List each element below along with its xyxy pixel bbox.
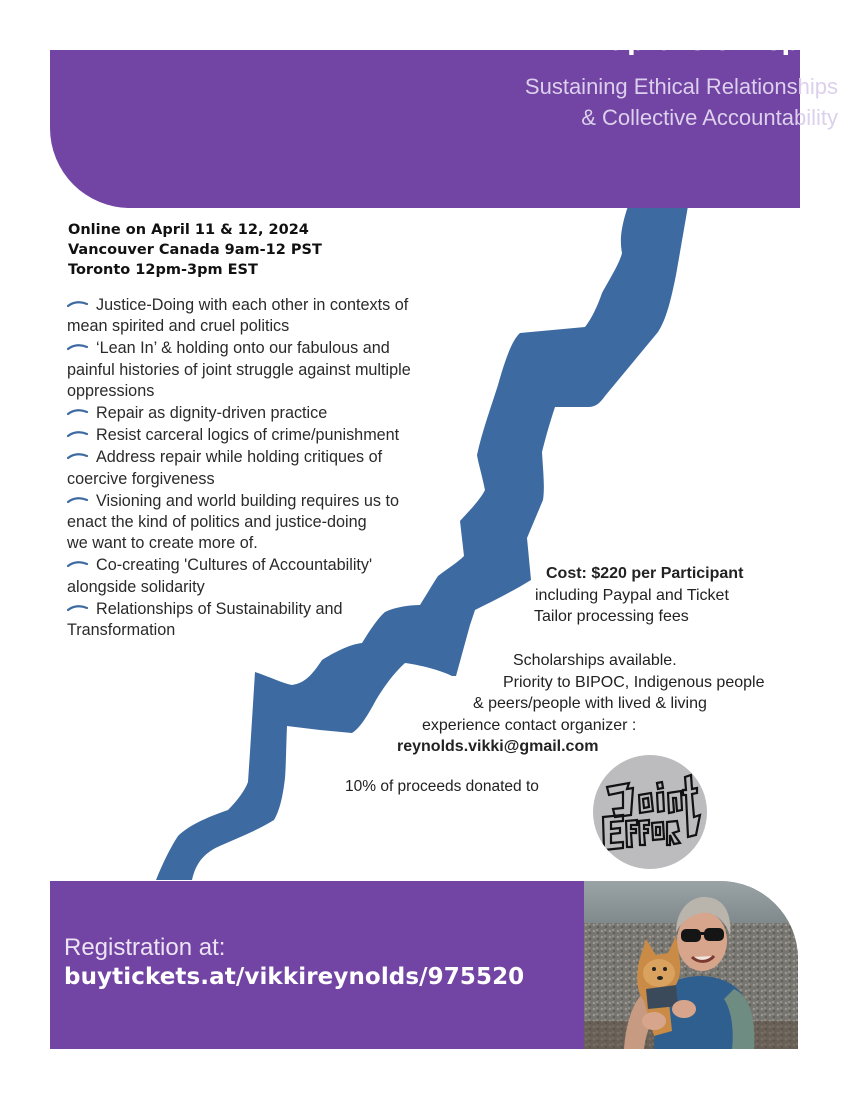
topic-item (67, 598, 487, 641)
topic-text: mean spirited and cruel politics (67, 317, 290, 336)
subtitle-line-2: & Collective Accountability (581, 105, 838, 130)
swoosh-bullet-icon (67, 598, 89, 608)
registration-label: Registration at: (64, 934, 226, 961)
scholarship-line-4: experience contact organizer : (422, 716, 637, 734)
donation-text: 10% of proceeds donated to (345, 778, 539, 795)
subtitle-line-1: Sustaining Ethical Relationships (524, 74, 838, 99)
topic-text: Co-creating 'Cultures of Accountability' (96, 556, 373, 575)
topic-text: Repair as dignity-driven practice (96, 404, 328, 423)
swoosh-bullet-icon (67, 554, 89, 564)
topic-text: painful histories of joint struggle against multiple (67, 360, 411, 379)
organizer-email-link[interactable]: reynolds.vikki@gmail.com (397, 738, 599, 755)
scholarship-line-2: Priority to BIPOC, Indigenous people (503, 673, 765, 691)
topic-text: Relationships of Sustainability and (96, 599, 343, 618)
schedule-toronto-time: Toronto 12pm-3pm EST (68, 262, 258, 278)
cost-price: Cost: $220 per Participant (546, 565, 744, 582)
topic-list (67, 294, 487, 641)
event-subtitle (525, 71, 838, 133)
topic-text: Resist carceral logics of crime/punishment (96, 426, 400, 445)
topic-text: oppressions (67, 381, 155, 400)
schedule-date: Online on April 11 & 12, 2024 (68, 222, 309, 238)
swoosh-bullet-icon (67, 490, 89, 500)
topic-text: we want to create more of. (67, 534, 258, 553)
joint-effort-logo (593, 755, 707, 869)
topic-item (67, 554, 487, 597)
topic-item (67, 490, 487, 555)
cost-note-line-1: including Paypal and Ticket (535, 586, 729, 604)
photo-illustration (584, 881, 798, 1049)
topic-item (67, 402, 487, 424)
topic-text: Visioning and world building requires us to (96, 491, 399, 510)
topic-text: Justice-Doing with each other in contexts of (96, 296, 409, 314)
topic-text: Transformation (67, 621, 176, 640)
joint-effort-logo-icon (593, 755, 707, 869)
swoosh-bullet-icon (67, 402, 89, 412)
schedule-vancouver-time: Vancouver Canada 9am-12 PST (68, 242, 322, 258)
scholarship-info (380, 650, 810, 758)
topic-text: enact the kind of politics and justice-doing (67, 513, 367, 532)
event-title: Rupture & Repair (589, 27, 838, 56)
swoosh-bullet-icon (67, 294, 89, 304)
topic-item (67, 424, 487, 446)
swoosh-bullet-icon (67, 446, 89, 456)
cost-info (520, 563, 780, 628)
scholarship-line-1: Scholarships available. (513, 652, 677, 669)
registration-link[interactable]: buytickets.at/vikkireynolds/975520 (64, 964, 525, 990)
topic-text: coercive forgiveness (67, 469, 215, 488)
topic-text: Address repair while holding critiques of (96, 448, 383, 467)
organizer-photo (584, 881, 798, 1049)
topic-item (67, 294, 487, 337)
swoosh-bullet-icon (67, 424, 89, 434)
cost-note-line-2: Tailor processing fees (534, 608, 689, 625)
swoosh-bullet-icon (67, 337, 89, 347)
topic-text: alongside solidarity (67, 577, 205, 596)
event-schedule (68, 220, 322, 280)
topic-text: ‘Lean In’ & holding onto our fabulous and (96, 339, 390, 358)
scholarship-line-3: & peers/people with lived & living (473, 695, 707, 712)
topic-item (67, 337, 487, 402)
topic-item (67, 446, 487, 489)
